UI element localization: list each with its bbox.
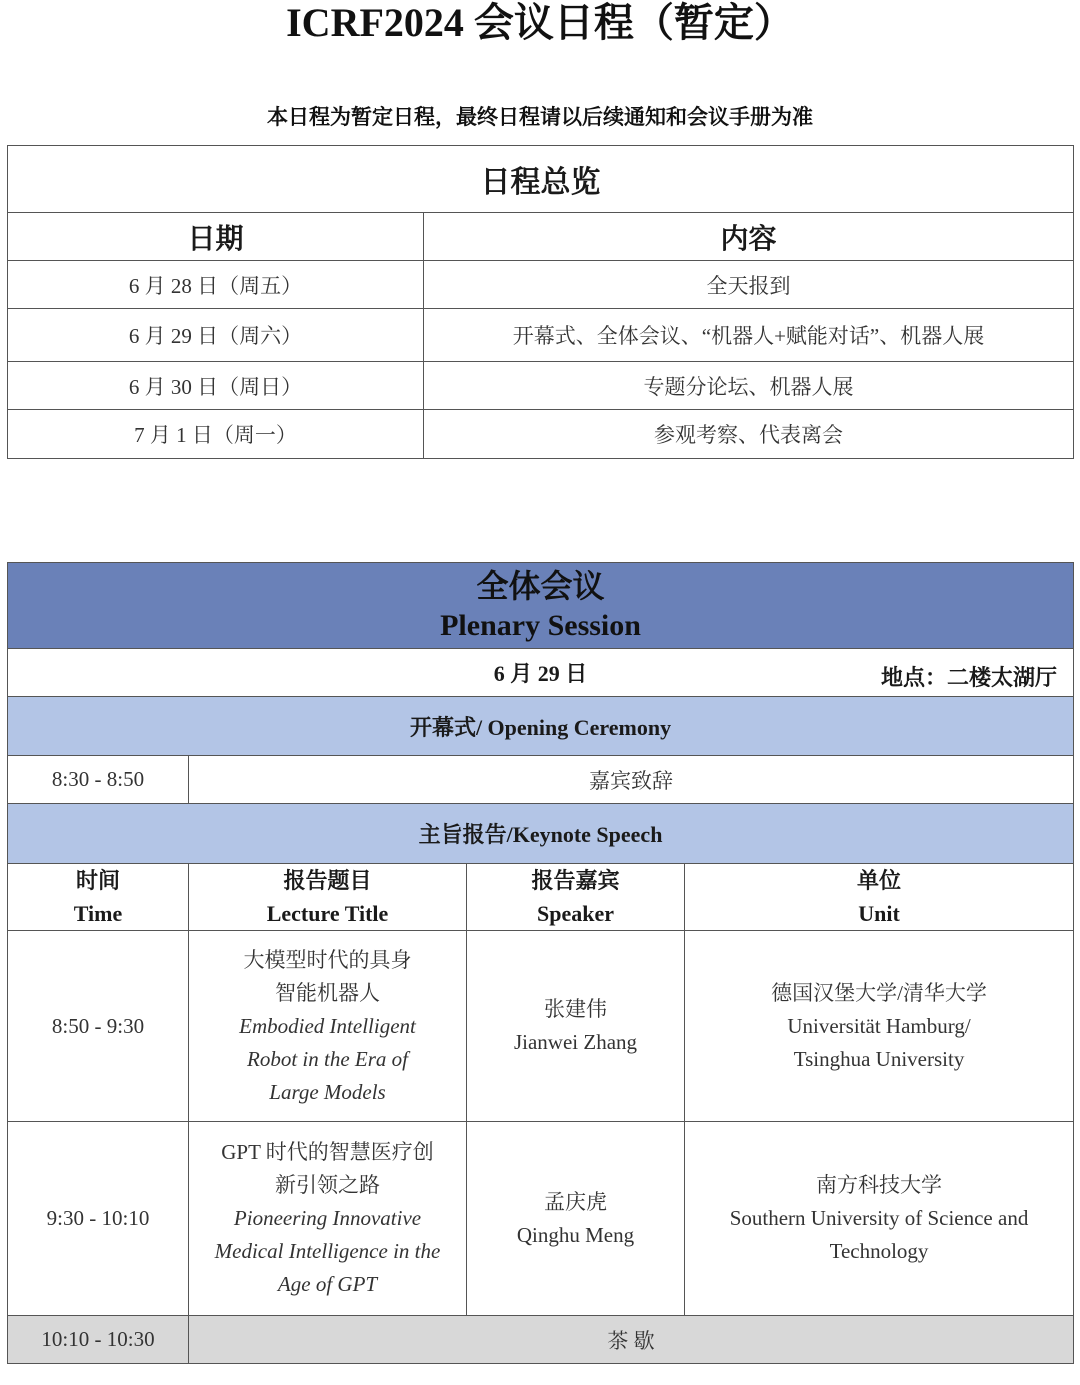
talk-speaker xyxy=(467,1122,685,1316)
keynote-row xyxy=(8,1122,1074,1316)
speaker-name-zh: 张建伟 xyxy=(544,997,607,1021)
overview-content-cell: 全天报到 xyxy=(424,261,1074,309)
header-unit xyxy=(685,864,1074,931)
speaker-name-en: Jianwei Zhang xyxy=(513,1030,638,1054)
talk-time: 9:30 - 10:10 xyxy=(8,1122,189,1316)
talk-unit xyxy=(685,1122,1074,1316)
keynote-band: 主旨报告/Keynote Speech xyxy=(8,804,1074,864)
opening-time: 8:30 - 8:50 xyxy=(8,756,189,804)
talk-title-zh: 大模型时代的具身 xyxy=(243,947,412,972)
opening-item: 嘉宾致辞 xyxy=(189,756,1074,804)
header-speaker xyxy=(467,864,685,931)
header-speaker-en: Speaker xyxy=(537,901,614,926)
plenary-title-en: Plenary Session xyxy=(440,608,641,642)
unit-line: Tsinghua University xyxy=(793,1046,965,1071)
page-title: ICRF2024 会议日程（暂定） xyxy=(286,0,794,45)
talk-title-en: Embodied Intelligent xyxy=(239,1013,416,1038)
talk-title-zh: GPT 时代的智慧医疗创 xyxy=(221,1140,434,1164)
header-speaker-zh: 报告嘉宾 xyxy=(531,868,620,893)
talk-title-en: Medical Intelligence in the xyxy=(214,1239,441,1263)
header-title-en: Lecture Title xyxy=(266,901,389,926)
overview-row xyxy=(8,410,1074,459)
overview-content-cell: 开幕式、全体会议、“机器人+赋能对话”、机器人展 xyxy=(424,309,1074,362)
talk-unit xyxy=(685,931,1074,1122)
overview-title: 日程总览 xyxy=(8,146,1074,213)
speaker-name-zh: 孟庆虎 xyxy=(544,1189,607,1214)
unit-line: Technology xyxy=(829,1239,929,1263)
keynote-row xyxy=(8,931,1074,1122)
overview-header-date: 日期 xyxy=(8,213,424,261)
overview-row xyxy=(8,362,1074,410)
header-lecture-title xyxy=(189,864,467,931)
keynote-column-headers xyxy=(8,864,1074,931)
plenary-date-row xyxy=(8,649,1074,697)
talk-title-en: Robot in the Era of xyxy=(247,1046,408,1071)
plenary-venue: 地点：二楼太湖厅 xyxy=(881,665,1058,690)
header-time-en: Time xyxy=(73,901,123,926)
overview-content-cell: 专题分论坛、机器人展 xyxy=(424,362,1074,410)
talk-title-en: Age of GPT xyxy=(277,1272,378,1296)
overview-date-cell: 6 月 28 日（周五） xyxy=(8,261,424,309)
talk-title xyxy=(189,1122,467,1316)
unit-line: 德国汉堡大学/清华大学 xyxy=(771,980,987,1005)
talk-speaker xyxy=(467,931,685,1122)
overview-row xyxy=(8,309,1074,362)
talk-time: 8:50 - 9:30 xyxy=(8,931,189,1122)
plenary-table xyxy=(7,562,1074,1364)
header-unit-en: Unit xyxy=(858,901,900,926)
talk-title-en: Large Models xyxy=(269,1079,386,1104)
break-time: 10:10 - 10:30 xyxy=(8,1316,189,1364)
overview-header-content: 内容 xyxy=(424,213,1074,261)
overview-row xyxy=(8,261,1074,309)
header-time xyxy=(8,864,189,931)
overview-content-cell: 参观考察、代表离会 xyxy=(424,410,1074,459)
opening-row xyxy=(8,756,1074,804)
unit-line: 南方科技大学 xyxy=(816,1173,943,1197)
plenary-date: 6 月 29 日 xyxy=(493,661,588,686)
tea-break-row xyxy=(8,1316,1074,1364)
talk-title xyxy=(189,931,467,1122)
speaker-name-en: Qinghu Meng xyxy=(516,1222,635,1247)
overview-date-cell: 7 月 1 日（周一） xyxy=(8,410,424,459)
header-unit-zh: 单位 xyxy=(857,868,902,893)
overview-date-cell: 6 月 29 日（周六） xyxy=(8,309,424,362)
break-label: 茶 歇 xyxy=(189,1316,1074,1364)
plenary-title-zh: 全体会议 xyxy=(476,567,605,604)
talk-title-zh: 新引领之路 xyxy=(275,1173,380,1197)
plenary-header xyxy=(8,563,1074,649)
unit-line: Southern University of Science and xyxy=(729,1206,1029,1230)
opening-ceremony-band: 开幕式/ Opening Ceremony xyxy=(8,697,1074,756)
overview-date-cell: 6 月 30 日（周日） xyxy=(8,362,424,410)
page-subtitle: 本日程为暂定日程，最终日程请以后续通知和会议手册为准 xyxy=(267,105,813,129)
talk-title-en: Pioneering Innovative xyxy=(233,1206,422,1230)
talk-title-zh: 智能机器人 xyxy=(275,980,380,1005)
unit-line: Universität Hamburg/ xyxy=(787,1013,971,1038)
overview-table xyxy=(7,145,1074,459)
header-title-zh: 报告题目 xyxy=(283,868,372,893)
header-time-zh: 时间 xyxy=(75,868,120,893)
